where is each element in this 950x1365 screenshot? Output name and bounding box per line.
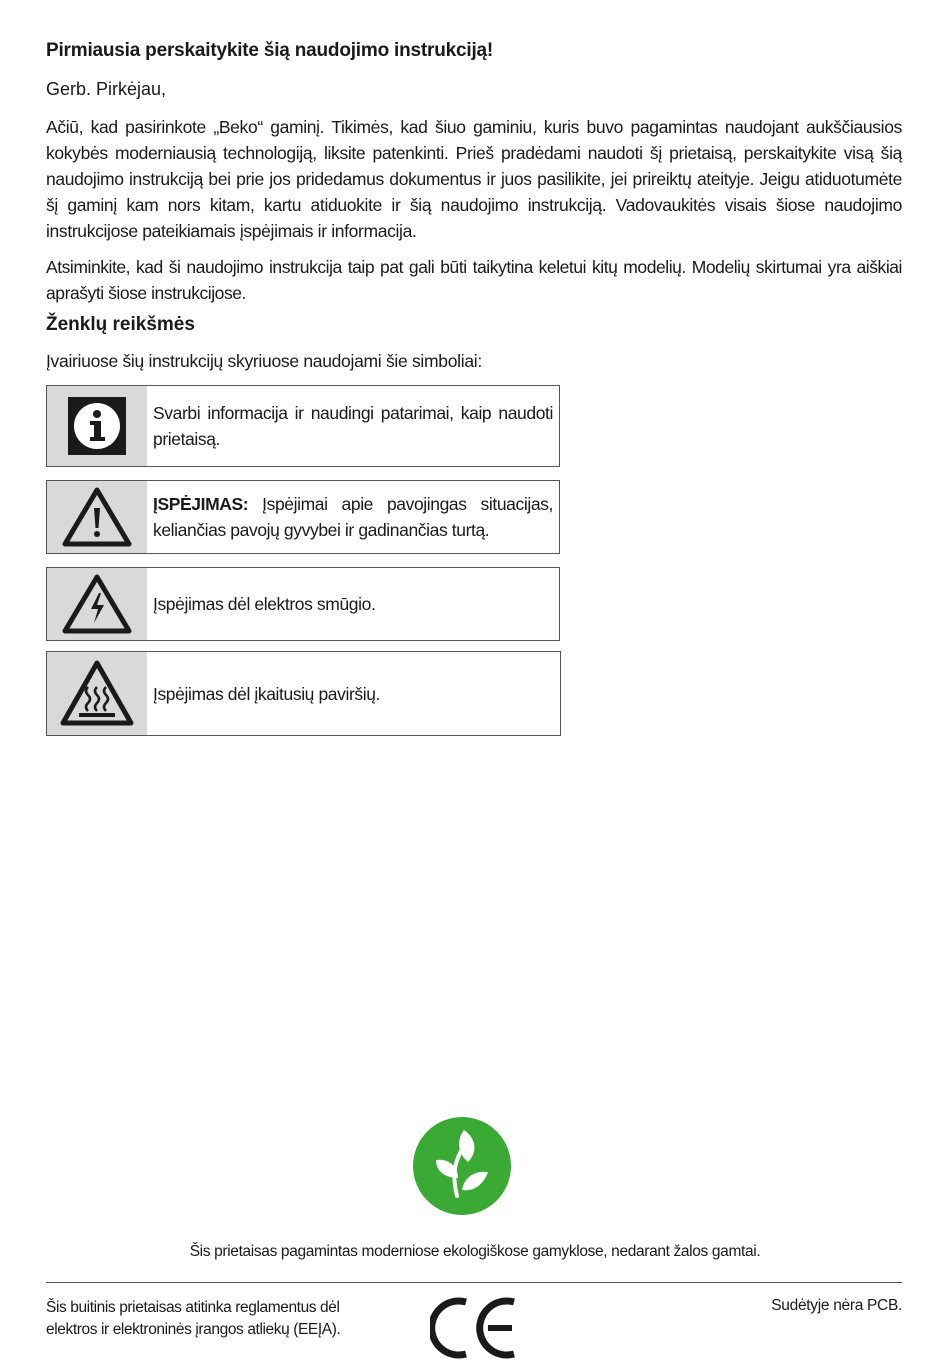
- symbol-text: Svarbi informacija ir naudingi patarimai, kaip naudoti prietaisą.: [153, 403, 553, 449]
- symbol-text: Įspėjimas dėl įkaitusių paviršių.: [153, 683, 381, 704]
- symbol-row-hot-surface: [46, 651, 561, 736]
- info-icon: [47, 386, 147, 466]
- eco-statement: Šis prietaisas pagamintas moderniose ekologiškose gamyklose, nedarant žalos gamtai.: [189, 1243, 761, 1260]
- footer-divider: [46, 1282, 902, 1283]
- weee-line-2: elektros ir elektroninės įrangos atliekų (EEĮA).: [46, 1321, 341, 1338]
- symbol-row-info: [46, 385, 560, 467]
- ce-mark-icon: [430, 1296, 520, 1360]
- symbol-text: Įspėjimai apie pavojingas situacijas, keliančias pavojų gyvybei ir gadinančias turtą.: [153, 494, 553, 540]
- page-title: Pirmiausia perskaitykite šią naudojimo instrukciją!: [46, 40, 494, 61]
- symbols-heading: Ženklų reikšmės: [46, 314, 195, 335]
- symbol-description: [147, 386, 559, 466]
- symbol-row-warning: [46, 480, 560, 554]
- models-paragraph: Atsiminkite, kad ši naudojimo instrukcija taip pat gali būti taikytina keletui kitų modelių. Modelių skirtumai yra aiškiai aprašyti šiose instrukcijose.: [46, 257, 902, 303]
- greeting: Gerb. Pirkėjau,: [46, 79, 167, 99]
- symbol-bold-label: ĮSPĖJIMAS:: [153, 494, 249, 514]
- pcb-notice: Sudėtyje nėra PCB.: [771, 1297, 902, 1314]
- intro-paragraph: Ačiū, kad pasirinkote „Beko“ gaminį. Tikimės, kad šiuo gaminiu, kuris buvo pagamintas naudojant aukščiausios kokybės moderniausią technologiją, liksite patenkinti. Prieš pradėdami naudoti šį prietaisą, perskaitykite visą šią naudojimo instrukciją bei prie jos pridedamus dokumentus ir juos pasilikite, jei prireiktų ateityje. Jeigu atiduotumėte šį gaminį kam nors kitam, kartu atiduokite ir šią naudojimo instrukciją. Vadovaukitės visais šiose naudojimo instrukcijose pateikiamais įspėjimais ir informacija.: [46, 117, 902, 241]
- symbol-description: [147, 652, 560, 735]
- symbol-description: [147, 568, 559, 640]
- symbol-text: Įspėjimas dėl elektros smūgio.: [153, 594, 376, 614]
- hot-surface-icon: [47, 652, 147, 735]
- eco-leaf-icon: [412, 1116, 512, 1216]
- symbol-description: [147, 481, 559, 553]
- weee-line-1: Šis buitinis prietaisas atitinka reglamentus dėl: [46, 1299, 340, 1316]
- weee-notice: [46, 1297, 340, 1341]
- electric-shock-icon: [47, 568, 147, 640]
- symbols-intro: Įvairiuose šių instrukcijų skyriuose naudojami šie simboliai:: [46, 351, 482, 371]
- warning-icon: [47, 481, 147, 553]
- symbol-row-electric-shock: [46, 567, 560, 641]
